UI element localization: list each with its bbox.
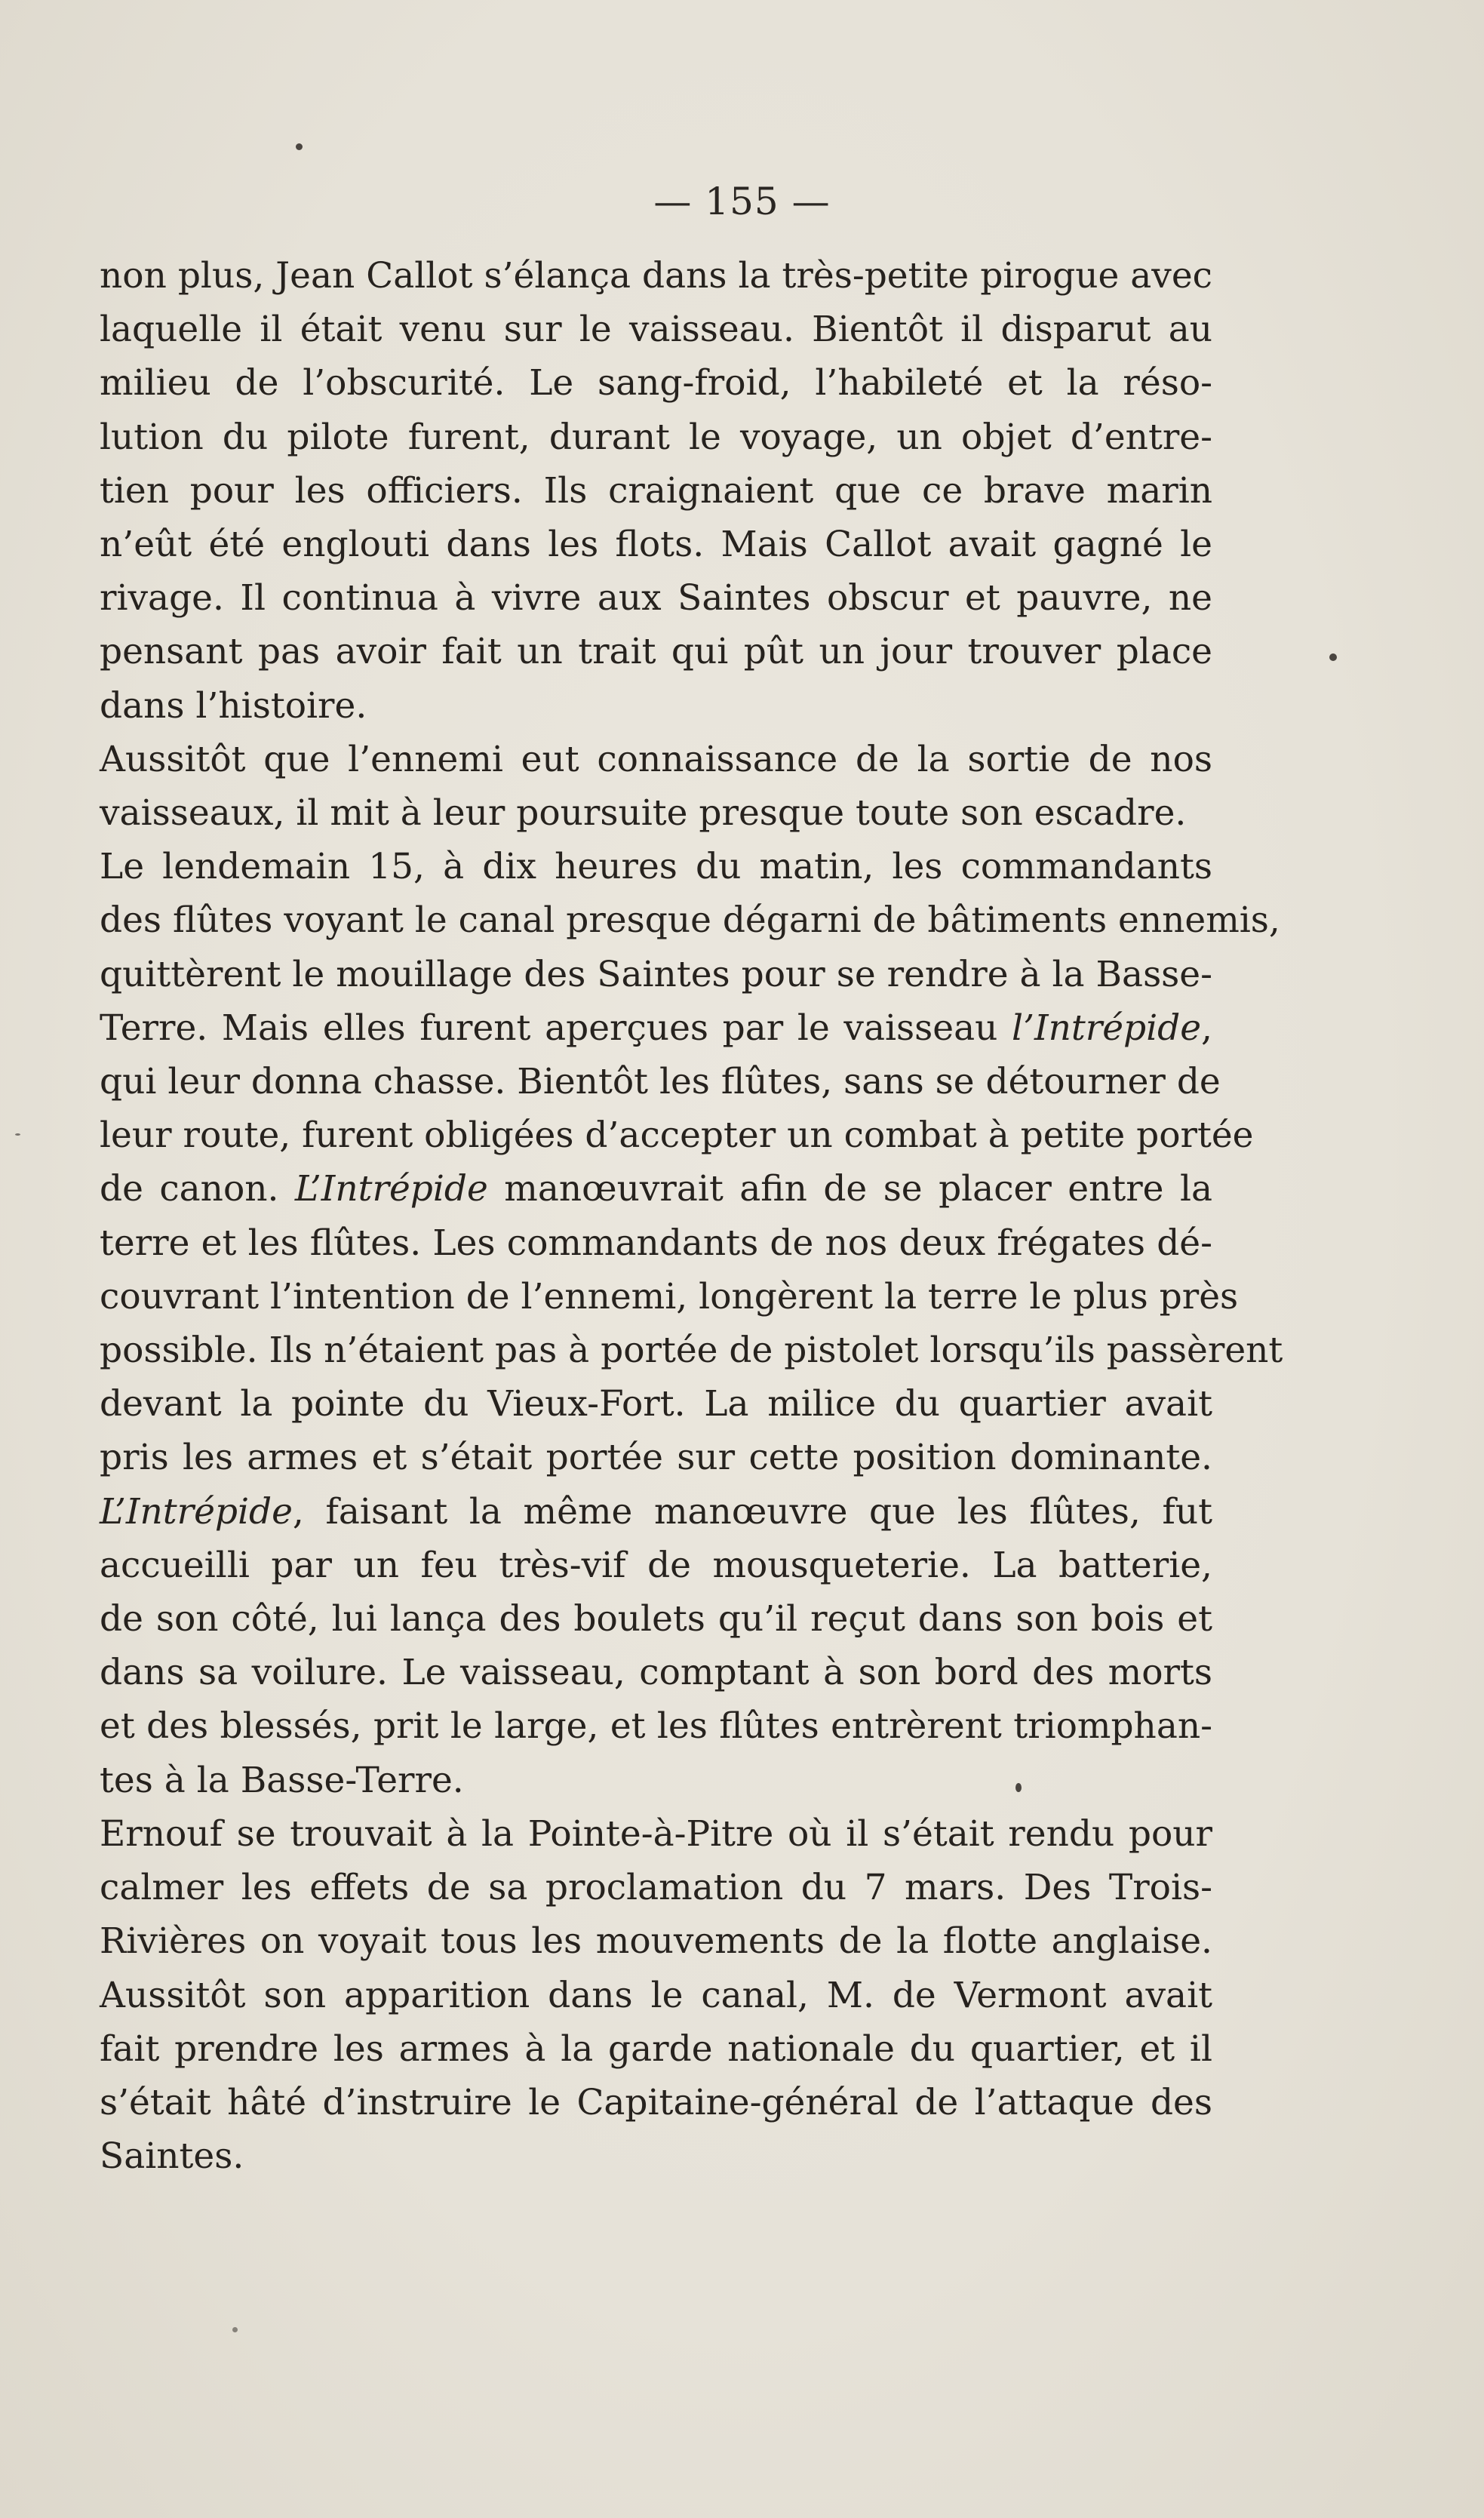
text-line: qui leur donna chasse. Bientôt les flûtes, sans se détourner de (100, 1061, 1221, 1103)
paper-speck (1015, 1783, 1022, 1792)
paragraph (100, 840, 1283, 1807)
text-line: et des blessés, prit le large, et les flûtes entrèrent triomphan- (100, 1705, 1212, 1748)
text-line: pensant pas avoir fait un trait qui pût un jour trouver place (100, 631, 1212, 673)
paragraph (100, 249, 1212, 733)
text-segment: de canon. (100, 1168, 295, 1210)
text-line: Rivières on voyait tous les mouvements de la flotte anglaise. (100, 1920, 1212, 1963)
text-line (100, 1162, 1212, 1216)
text-line: devant la pointe du Vieux-Fort. La milice du quartier avait (100, 1383, 1212, 1425)
text-line: Ernouf se trouvait à la Pointe-à-Pitre où il s’était rendu pour (100, 1812, 1212, 1855)
text-line (100, 1001, 1212, 1055)
text-line: lution du pilote furent, durant le voyage, un objet d’entre- (100, 416, 1212, 458)
text-line: couvrant l’intention de l’ennemi, longèrent la terre le plus près (100, 1275, 1239, 1317)
text-line: pris les armes et s’était portée sur cette position dominante. (100, 1437, 1212, 1479)
text-line: tien pour les officiers. Ils craignaient que ce brave marin (100, 469, 1212, 512)
text-segment: , (1201, 1007, 1212, 1049)
text-line: possible. Ils n’étaient pas à portée de pistolet lorsqu’ils passèrent (100, 1330, 1283, 1372)
page-number: — 155 — (653, 180, 831, 223)
text-line: Saintes. (100, 2135, 244, 2178)
body-text (100, 249, 1283, 2183)
ship-name: L’Intrépide (100, 1490, 293, 1533)
paper-speck (1329, 653, 1337, 661)
text-line: milieu de l’obscurité. Le sang-froid, l’habileté et la réso- (100, 362, 1212, 404)
ship-name: l’Intrépide (1012, 1007, 1202, 1049)
text-line: tes à la Basse-Terre. (100, 1759, 464, 1801)
paper-speck (15, 1133, 20, 1136)
text-line (100, 1485, 1212, 1539)
ship-name: L’Intrépide (294, 1168, 488, 1210)
text-line: vaisseaux, il mit à leur poursuite presque toute son escadre. (100, 792, 1187, 835)
paragraph (100, 733, 1212, 840)
text-line: des flûtes voyant le canal presque dégarni de bâtiments ennemis, (100, 899, 1280, 942)
text-line: Le lendemain 15, à dix heures du matin, les commandants (100, 846, 1212, 888)
paper-speck (296, 143, 303, 150)
text-line: non plus, Jean Callot s’élança dans la très-petite pirogue avec (100, 255, 1212, 297)
text-segment: manœuvrait afin de se placer entre la (487, 1168, 1212, 1210)
text-segment: Terre. Mais elles furent aperçues par le vaisseau (100, 1007, 1012, 1049)
text-line: accueilli par un feu très-vif de mousqueterie. La batterie, (100, 1544, 1212, 1586)
text-line: fait prendre les armes à la garde nationale du quartier, et il (100, 2028, 1212, 2070)
text-line: Aussitôt son apparition dans le canal, M. de Vermont avait (100, 1974, 1212, 2016)
text-line: de son côté, lui lança des boulets qu’il reçut dans son bois et (100, 1598, 1212, 1640)
text-line: quittèrent le mouillage des Saintes pour se rendre à la Basse- (100, 953, 1212, 995)
paper-speck (232, 2327, 238, 2332)
text-line: rivage. Il continua à vivre aux Saintes obscur et pauvre, ne (100, 577, 1212, 620)
text-line: calmer les effets de sa proclamation du 7 mars. Des Trois- (100, 1867, 1212, 1909)
text-line: s’était hâté d’instruire le Capitaine-général de l’attaque des (100, 2081, 1212, 2123)
text-line: Aussitôt que l’ennemi eut connaissance de la sortie de nos (100, 738, 1212, 780)
text-segment: , faisant la même manœuvre que les flûtes, fut (292, 1490, 1212, 1533)
text-line: dans l’histoire. (100, 684, 367, 727)
text-line: dans sa voilure. Le vaisseau, comptant à son bord des morts (100, 1652, 1212, 1694)
text-line: leur route, furent obligées d’accepter un combat à petite portée (100, 1114, 1254, 1157)
paragraph (100, 1807, 1212, 2183)
text-line: terre et les flûtes. Les commandants de nos deux frégates dé- (100, 1222, 1212, 1264)
text-line: laquelle il était venu sur le vaisseau. Bientôt il disparut au (100, 309, 1212, 351)
text-line: n’eût été englouti dans les flots. Mais Callot avait gagné le (100, 524, 1212, 566)
